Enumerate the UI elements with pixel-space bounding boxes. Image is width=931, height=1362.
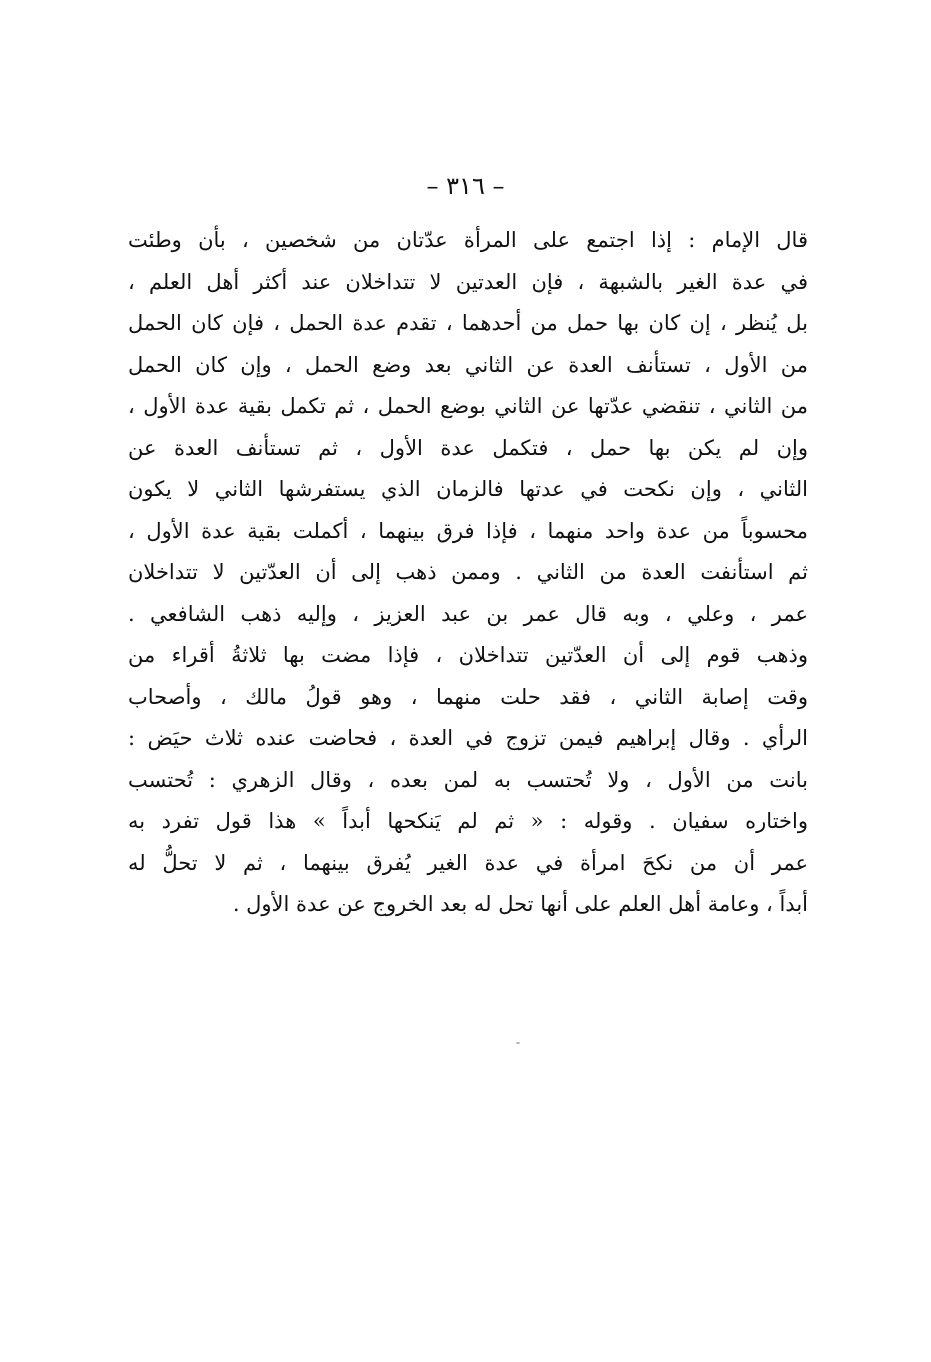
text-line: قال الإمام : إذا اجتمع على المرأة عدّتان من شخصين ، بأن وطئت [128, 228, 808, 252]
text-line: الرأي . وقال إبراهيم فيمن تزوج في العدة ، فحاضت عنده ثلاث حيَض : [128, 726, 808, 750]
page-number: – ٣١٦ – [426, 172, 505, 200]
text-line: عمر أن من نكحَ امرأة في عدة الغير يُفرق بينهما ، ثم لا تحلُّ له [128, 850, 808, 875]
text-line: أبداً ، وعامة أهل العلم على أنها تحل له بعد الخروج عن عدة الأول . [232, 892, 808, 916]
text-line: وذهب قوم إلى أن العدّتين تتداخلان ، فإذا مضت بها ثلاثةُ أقراء من [128, 643, 808, 667]
text-line: بل يُنظر ، إن كان بها حمل من أحدهما ، تقدم عدة الحمل ، فإن كان الحمل [128, 311, 808, 335]
body-text [128, 220, 808, 926]
text-line: محسوباً من عدة واحد منهما ، فإذا فرق بينهما ، أكملت بقية عدة الأول ، [128, 518, 808, 543]
text-line: واختاره سفيان . وقوله : « ثم لم يَنكحها أبداً » هذا قول تفرد به [128, 809, 808, 833]
text-line: بانت من الأول ، ولا تُحتسب به لمن بعده ، وقال الزهري : تُحتسب [128, 767, 808, 792]
text-line: عمر ، وعلي ، وبه قال عمر بن عبد العزيز ، وإليه ذهب الشافعي . [128, 601, 808, 626]
text-line: وقت إصابة الثاني ، فقد حلت منهما ، وهو قولُ مالك ، وأصحاب [128, 684, 808, 709]
scan-speck [516, 1042, 520, 1044]
text-line: في عدة الغير بالشبهة ، فإن العدتين لا تتداخلان عند أكثر أهل العلم ، [128, 269, 808, 294]
text-line: ثم استأنفت العدة من الثاني . وممن ذهب إلى أن العدّتين لا تتداخلان [128, 560, 808, 584]
text-line: الثاني ، وإن نكحت في عدتها فالزمان الذي يستفرشها الثاني لا يكون [128, 477, 808, 501]
text-line: وإن لم يكن بها حمل ، فتكمل عدة الأول ، ثم تستأنف العدة عن [128, 435, 808, 460]
text-line: من الثاني ، تنقضي عدّتها عن الثاني بوضع الحمل ، ثم تكمل بقية عدة الأول ، [128, 394, 808, 418]
text-line: من الأول ، تستأنف العدة عن الثاني بعد وضع الحمل ، وإن كان الحمل [128, 352, 808, 377]
